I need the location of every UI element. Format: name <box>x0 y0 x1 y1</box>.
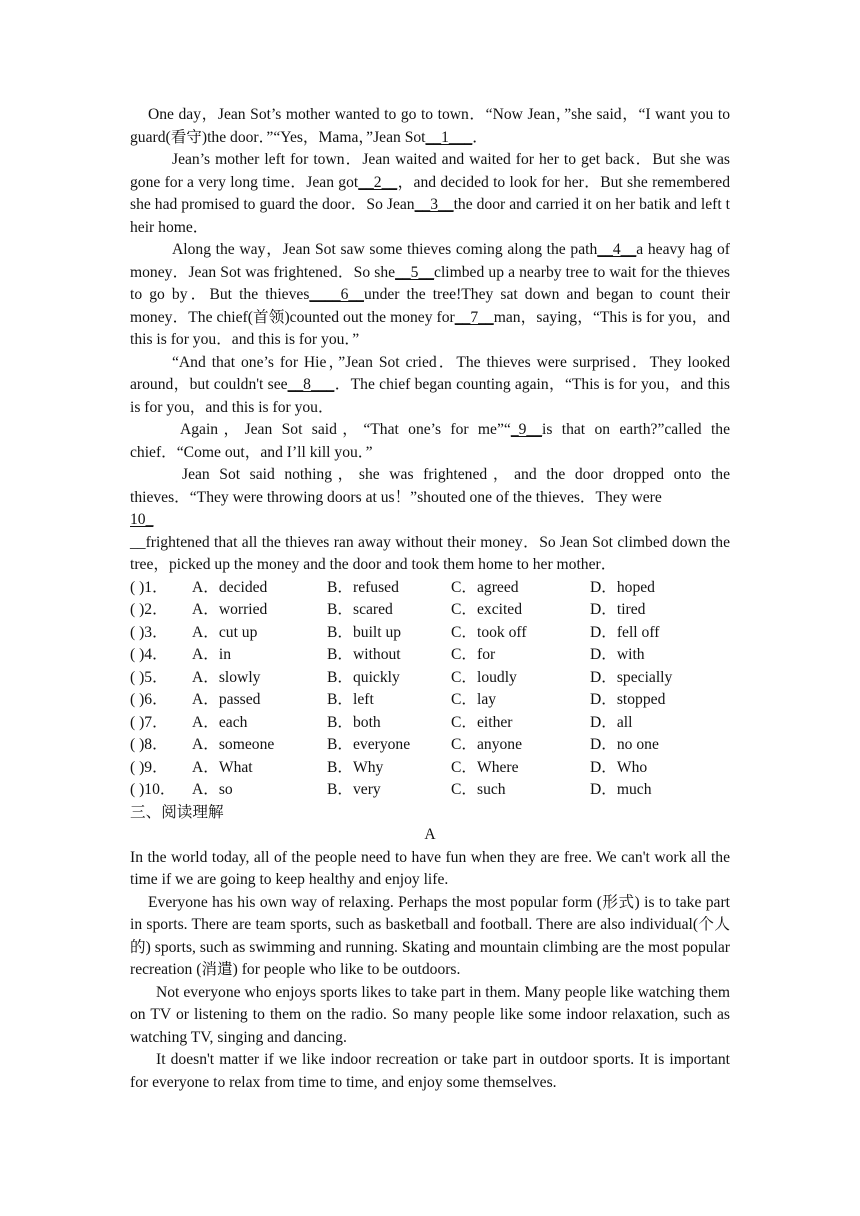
cloze-paragraph-1: One day，Jean Sot’s mother wanted to go to town．“Now Jean，”she said，“I want you to guard(看守)the door．”“Yes，Mama，”Jean Sot__1___． <box>130 106 730 146</box>
option-d: D．all <box>590 713 633 731</box>
cloze-paragraph-6: Jean Sot said nothing，she was frightened，and the door dropped onto the thieves．“They were throwing doors at us！”shouted one of the thieves．They were <box>130 466 730 506</box>
blank-6: ____6__ <box>309 286 364 303</box>
option-a: A．so <box>192 781 233 798</box>
blank-5: __5__ <box>395 263 435 281</box>
question-number: ( )5． <box>130 668 168 686</box>
option-a: A．cut up <box>192 623 258 641</box>
option-a: A．each <box>192 713 248 731</box>
option-c: C．excited <box>451 601 523 618</box>
passage-paragraph-1: In the world today, all of the people need to have fun when they are free. We can't work all the time if we are going to keep healthy and enjoy life. <box>130 848 730 888</box>
blank-4: __4__ <box>597 241 637 258</box>
option-c: C．either <box>451 713 513 731</box>
worksheet-page <box>130 104 730 1094</box>
question-number: ( )3． <box>130 623 168 641</box>
blank-8: __8___ <box>287 376 335 393</box>
option-row <box>130 667 730 690</box>
option-a: A．What <box>192 758 253 776</box>
cloze-paragraph-2: Jean’s mother left for town．Jean waited and waited for her to get back．But she was gone for a very long time．Jean got__2__，and decided to look for her．But she remembered she had promised to guard the door．So Jean__3__the door and carried it on her batik and left t heir home． <box>130 151 730 236</box>
option-row <box>130 622 730 645</box>
blank-3: __3__ <box>414 196 454 213</box>
option-row <box>130 644 730 667</box>
option-row <box>130 599 730 622</box>
option-b: B．very <box>327 781 381 798</box>
question-number: ( )10． <box>130 781 176 798</box>
cloze-paragraph-5: Again，Jean Sot said，“That one’s for me”“_9__is that on earth?”called the chief．“Come out，and I’ll kill you．” <box>130 421 730 461</box>
option-a: A．someone <box>192 736 275 753</box>
option-a: A．slowly <box>192 668 261 686</box>
option-d: D．tired <box>590 601 646 618</box>
blank-7: __7__ <box>454 308 494 326</box>
option-d: D．much <box>590 781 652 798</box>
option-c: C．agreed <box>451 578 519 596</box>
option-c: C．anyone <box>451 736 523 753</box>
blank-9: _9__ <box>510 421 542 438</box>
option-c: C．took off <box>451 623 527 641</box>
question-number: ( )8． <box>130 736 168 753</box>
option-row <box>130 689 730 712</box>
cloze-paragraph-3: Along the way，Jean Sot saw some thieves coming along the path__4__a heavy hag of money．Jean Sot was frightened．So she__5__climbed up a nearby tree to wait for the thieves to go by．But the thieves____6__under the tree!They sat down and began to count their money．The chief(首领)counted out the money for__7__man，saying，“This is for you，and this is for you．and this is for you．” <box>130 241 730 348</box>
question-number: ( )4． <box>130 646 168 663</box>
passage-heading: A <box>424 826 436 843</box>
option-d: D．with <box>590 646 645 663</box>
option-b: B．Why <box>327 758 384 776</box>
option-row <box>130 779 730 802</box>
passage-paragraph-3: Not everyone who enjoys sports likes to take part in them. Many people like watching them on TV or listening to them on the radio. So many people like some indoor relaxation, such as watching TV, singing and dancing. <box>130 983 730 1046</box>
option-d: D．Who <box>590 758 648 776</box>
option-b: B．left <box>327 691 374 708</box>
option-c: C．Where <box>451 758 519 776</box>
option-row <box>130 712 730 735</box>
option-a: A．passed <box>192 691 261 708</box>
option-d: D．fell off <box>590 623 660 641</box>
option-d: D．specially <box>590 668 673 686</box>
option-a: A．decided <box>192 578 268 596</box>
question-number: ( )2． <box>130 601 168 618</box>
option-row <box>130 734 730 757</box>
blank-10: 10_ <box>130 511 154 528</box>
section-heading: 三、阅读理解 <box>130 803 224 821</box>
option-d: D．stopped <box>590 691 666 708</box>
question-number: ( )1． <box>130 578 168 596</box>
option-b: B．quickly <box>327 668 400 686</box>
option-c: C．lay <box>451 691 497 708</box>
option-b: B．both <box>327 713 381 731</box>
option-d: D．no one <box>590 736 659 753</box>
passage-paragraph-2: Everyone has his own way of relaxing. Perhaps the most popular form (形式) is to take part in sports. There are team sports, such as basketball and football. There are also individual(个人的) sports, such as swimming and running. Skating and mountain climbing are the most popular recreation (消遣) for people who like to be outdoors. <box>130 893 730 978</box>
option-b: B．scared <box>327 601 393 618</box>
option-b: B．without <box>327 646 401 663</box>
question-number: ( )7． <box>130 713 168 731</box>
option-b: B．built up <box>327 623 402 641</box>
option-row <box>130 577 730 600</box>
option-c: C．for <box>451 646 496 663</box>
option-a: A．in <box>192 646 231 663</box>
passage-paragraph-4: It doesn't matter if we like indoor recreation or take part in outdoor sports. It is important for everyone to relax from time to time, and enjoy some themselves. <box>130 1051 730 1091</box>
cloze-paragraph-4: “And that one’s for Hie，”Jean Sot cried．The thieves were surprised．They looked around，but couldn't see__8___．The chief began counting again，“This is for you，and this is for you，and this is for you． <box>130 353 730 416</box>
option-b: B．everyone <box>327 736 411 753</box>
question-number: ( )9． <box>130 758 168 776</box>
option-c: C．such <box>451 781 506 798</box>
options-list <box>130 577 730 802</box>
blank-1: __1___ <box>425 128 473 146</box>
question-number: ( )6． <box>130 691 168 708</box>
option-row <box>130 757 730 780</box>
cloze-paragraph-7: __frightened that all the thieves ran away without their money．So Jean Sot climbed down the tree，picked up the money and the door and took them home to her mother． <box>130 533 730 573</box>
cloze-blank-10-line <box>130 509 730 532</box>
option-b: B．refused <box>327 578 399 596</box>
option-a: A．worried <box>192 601 268 618</box>
option-c: C．loudly <box>451 668 517 686</box>
blank-2: __2__ <box>358 173 398 191</box>
option-d: D．hoped <box>590 578 655 596</box>
